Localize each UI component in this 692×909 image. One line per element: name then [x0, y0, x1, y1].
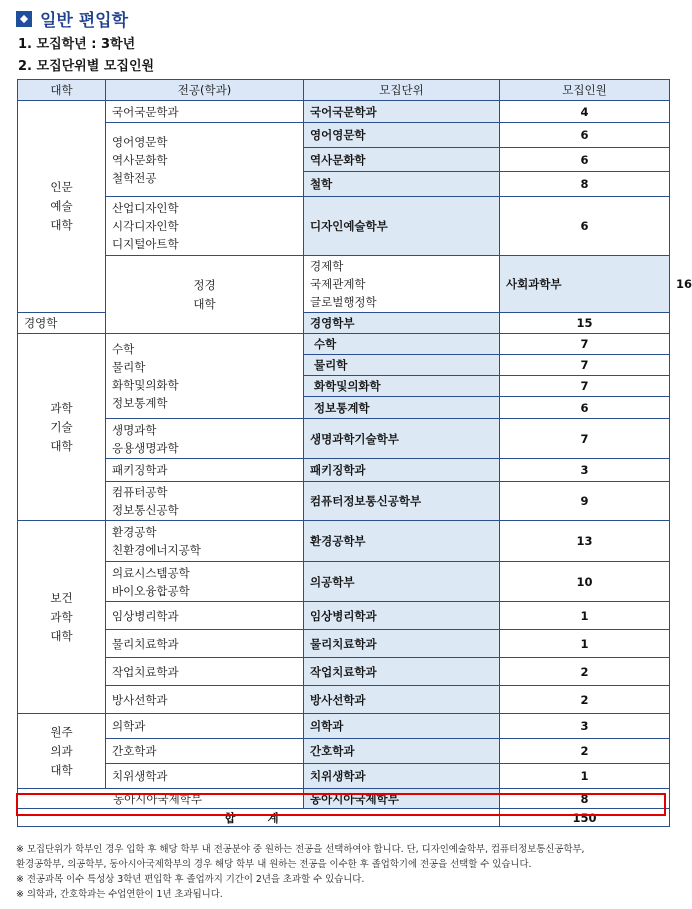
table-row: 정경 대학 경제학 국제관계학 글로벌행정학 사회과학부 16 — [18, 256, 670, 313]
major-line: 역사문화학 — [112, 152, 168, 167]
table-row — [18, 197, 670, 256]
unit-cell: 치위생학과 — [304, 764, 500, 789]
table-row — [18, 419, 670, 459]
note-line: 환경공학부, 의공학부, 동아시아국제학부의 경우 해당 학부 내 원하는 전공을 이수한 후 졸업학기에 전공을 선택할 수 있습니다. — [16, 859, 532, 870]
major-line: 친환경에너지공학 — [112, 543, 201, 557]
college-humanities — [18, 101, 106, 313]
count-cell: 1 — [500, 630, 670, 658]
major-cell — [106, 419, 304, 459]
major-line: 바이오융합공학 — [112, 583, 190, 598]
unit-cell: 정보통계학 — [304, 397, 500, 419]
count-cell: 8 — [500, 172, 670, 197]
college-label-line: 과학 — [50, 400, 73, 415]
college-label-line: 정경 — [193, 277, 216, 292]
count-cell: 3 — [500, 459, 670, 482]
major-line: 시각디자인학 — [112, 219, 179, 233]
total-count: 150 — [500, 809, 670, 827]
college-label-line: 인문 — [50, 180, 73, 194]
major-cell — [106, 482, 304, 521]
table-row — [18, 334, 670, 355]
major-line: 철학전공 — [112, 170, 157, 185]
table-row — [18, 101, 670, 123]
table-row — [18, 658, 670, 686]
page-title: 일반 편입학 — [40, 11, 129, 31]
count-cell: 10 — [500, 562, 670, 602]
count-cell: 8 — [500, 789, 670, 809]
table-row — [18, 123, 670, 148]
major-line: 수학 — [112, 342, 135, 356]
page-heading — [16, 6, 128, 31]
unit-cell: 국어국문학과 — [304, 101, 500, 123]
header-major: 전공(학과) — [106, 80, 304, 101]
unit-cell: 수학 — [304, 334, 500, 355]
major-line: 물리학 — [112, 360, 146, 374]
major-cell — [106, 334, 304, 419]
major-cell — [106, 521, 304, 562]
major-cell: 동아시아국제학부 — [18, 789, 304, 809]
major-cell — [106, 123, 304, 197]
major-cell — [106, 197, 304, 256]
count-cell: 7 — [500, 334, 670, 355]
unit-cell: 패키징학과 — [304, 459, 500, 482]
header-unit: 모집단위 — [304, 80, 500, 101]
college-label-line: 대학 — [50, 762, 73, 777]
college-label-line: 의과 — [50, 743, 73, 758]
count-cell: 9 — [500, 482, 670, 521]
unit-cell: 컴퓨터정보통신공학부 — [304, 482, 500, 521]
table-row — [18, 521, 670, 562]
note-line: ※ 전공과목 이수 특성상 3학년 편입학 후 졸업까지 기간이 2년을 초과할 수 있습니다. — [16, 874, 365, 885]
table-header-row — [18, 80, 670, 101]
recruit-grade-label: 1. 모집학년 : 3학년 — [18, 37, 136, 52]
college-label-line: 원주 — [50, 724, 73, 739]
major-line: 응용생명과학 — [112, 440, 179, 455]
major-cell — [304, 256, 500, 313]
college-label-line: 대학 — [50, 218, 73, 232]
major-line: 정보통신공학 — [112, 503, 179, 517]
count-cell: 7 — [500, 355, 670, 376]
count-cell: 15 — [500, 313, 670, 334]
table-row — [18, 602, 670, 630]
major-line: 경제학 — [310, 259, 344, 273]
college-label-line: 기술 — [50, 419, 73, 434]
major-cell — [106, 562, 304, 602]
recruit-unit-label: 2. 모집단위별 모집인원 — [18, 59, 155, 74]
college-label-line: 대학 — [50, 628, 73, 643]
count-cell: 2 — [500, 658, 670, 686]
table-row — [18, 739, 670, 764]
major-line: 의료시스템공학 — [112, 565, 190, 580]
recruitment-table — [17, 79, 692, 827]
unit-cell: 디자인예술학부 — [304, 197, 500, 256]
count-cell: 6 — [500, 148, 670, 172]
major-cell: 물리치료학과 — [106, 630, 304, 658]
college-politics — [106, 256, 304, 334]
count-cell: 2 — [500, 686, 670, 714]
major-line: 컴퓨터공학 — [112, 485, 168, 499]
table-row — [18, 562, 670, 602]
unit-cell: 역사문화학 — [304, 148, 500, 172]
major-line: 정보통계학 — [112, 396, 168, 410]
major-line: 국제관계학 — [310, 277, 366, 291]
major-cell: 국어국문학과 — [106, 101, 304, 123]
unit-cell: 임상병리학과 — [304, 602, 500, 630]
count-cell: 6 — [500, 397, 670, 419]
unit-cell: 철학 — [304, 172, 500, 197]
unit-cell: 화학및의화학 — [304, 376, 500, 397]
count-cell: 4 — [500, 101, 670, 123]
unit-cell: 방사선학과 — [304, 686, 500, 714]
unit-cell: 작업치료학과 — [304, 658, 500, 686]
major-line: 디지털아트학 — [112, 237, 179, 251]
notes — [16, 842, 671, 902]
college-medical — [18, 714, 106, 789]
table-row — [18, 714, 670, 739]
college-label-line: 대학 — [50, 438, 73, 453]
count-cell: 13 — [500, 521, 670, 562]
total-label: 합 계 — [18, 809, 500, 827]
total-row — [18, 809, 670, 827]
major-cell: 방사선학과 — [106, 686, 304, 714]
count-cell: 3 — [500, 714, 670, 739]
major-cell: 치위생학과 — [106, 764, 304, 789]
table-row — [18, 789, 670, 809]
unit-cell: 물리학 — [304, 355, 500, 376]
unit-cell: 생명과학기술학부 — [304, 419, 500, 459]
major-line: 화학및의화학 — [112, 378, 179, 392]
table-row — [18, 630, 670, 658]
unit-cell: 사회과학부 — [500, 256, 670, 313]
header-college: 대학 — [18, 80, 106, 101]
unit-cell: 물리치료학과 — [304, 630, 500, 658]
unit-cell: 동아시아국제학부 — [304, 789, 500, 809]
count-cell: 1 — [500, 764, 670, 789]
count-cell: 1 — [500, 602, 670, 630]
table-row — [18, 482, 670, 521]
college-label-line: 예술 — [50, 199, 73, 213]
major-cell: 간호학과 — [106, 739, 304, 764]
header-count: 모집인원 — [500, 80, 670, 101]
major-line: 환경공학 — [112, 525, 157, 539]
major-line: 생명과학 — [112, 422, 157, 437]
major-cell: 패키징학과 — [106, 459, 304, 482]
major-line: 글로벌행정학 — [310, 295, 377, 309]
unit-cell: 영어영문학 — [304, 123, 500, 148]
note-line: ※ 의학과, 간호학과는 수업연한이 1년 초과됩니다. — [16, 889, 223, 900]
college-science — [18, 334, 106, 521]
college-label-line: 과학 — [50, 609, 73, 624]
unit-cell: 경영학부 — [304, 313, 500, 334]
count-cell: 7 — [500, 376, 670, 397]
major-line: 영어영문학 — [112, 134, 168, 149]
major-cell: 작업치료학과 — [106, 658, 304, 686]
table-row — [18, 764, 670, 789]
college-label-line: 대학 — [193, 296, 216, 311]
count-cell: 6 — [500, 197, 670, 256]
major-cell: 경영학 — [18, 313, 106, 334]
count-cell: 2 — [500, 739, 670, 764]
table-row — [18, 686, 670, 714]
table-row — [18, 459, 670, 482]
college-label-line: 보건 — [50, 590, 73, 605]
unit-cell: 의학과 — [304, 714, 500, 739]
major-cell: 임상병리학과 — [106, 602, 304, 630]
major-cell: 의학과 — [106, 714, 304, 739]
college-health — [18, 521, 106, 714]
count-cell: 6 — [500, 123, 670, 148]
unit-cell: 환경공학부 — [304, 521, 500, 562]
unit-cell: 의공학부 — [304, 562, 500, 602]
count-cell: 7 — [500, 419, 670, 459]
major-line: 산업디자인학 — [112, 201, 179, 215]
square-bullet-icon — [16, 11, 32, 27]
unit-cell: 간호학과 — [304, 739, 500, 764]
note-line: ※ 모집단위가 학부인 경우 입학 후 해당 학부 내 전공분야 중 원하는 전공을 선택하여야 합니다. 단, 디자인예술학부, 컴퓨터정보통신공학부, — [16, 844, 585, 855]
